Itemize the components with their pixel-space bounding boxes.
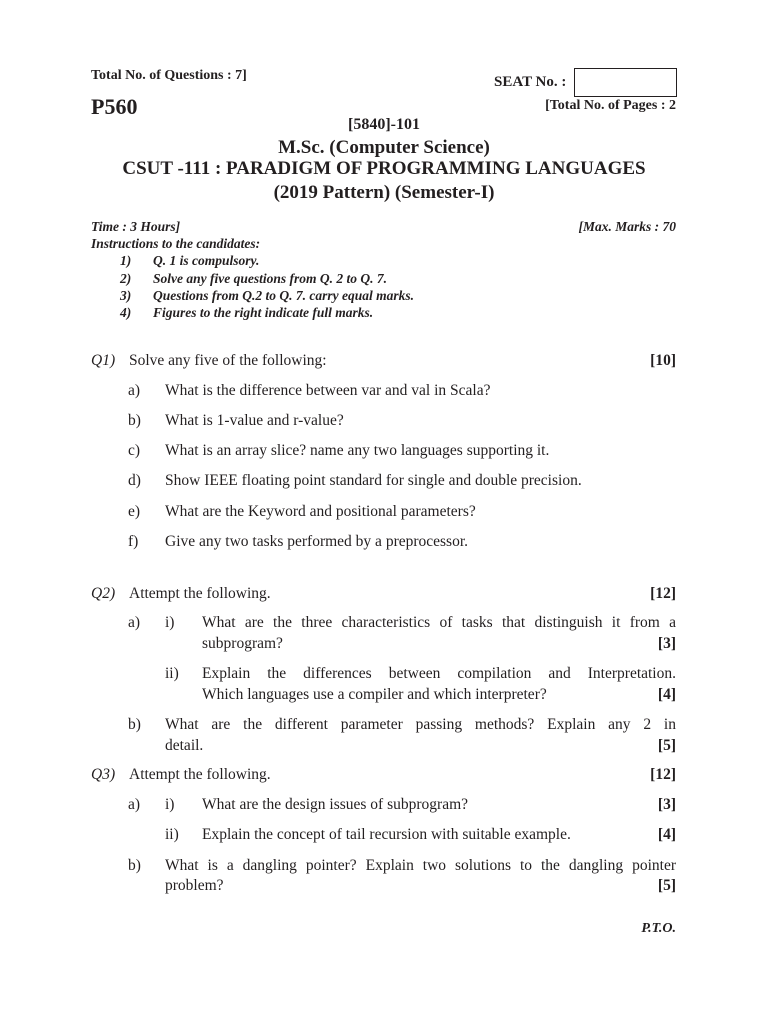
q1-item-label: c) [128, 442, 141, 459]
q1-item-text: Give any two tasks performed by a preprocessor. [165, 533, 469, 550]
seat-number-label: SEAT No. : [494, 74, 567, 90]
q1-item-text: What are the Keyword and positional parameters? [165, 503, 476, 520]
q2-a-i-marks: [3] [657, 635, 676, 652]
pattern-semester: (2019 Pattern) (Semester-I) [273, 182, 495, 203]
q2-part-b-label: b) [128, 716, 141, 733]
q3-a-ii-marks: [4] [657, 826, 676, 843]
q1-item-text: What is 1-value and r-value? [165, 412, 344, 429]
q2-a-ii-line1: Explain the differences between compilation and Interpretation. [202, 665, 676, 682]
instruction-text: Q. 1 is compulsory. [153, 253, 260, 268]
q2-b-line1: What are the different parameter passing methods? Explain any 2 in [165, 716, 676, 733]
q3-b-line1: What is a dangling pointer? Explain two solutions to the dangling pointer [165, 857, 676, 874]
q3-part-b-label: b) [128, 857, 141, 874]
q1-item-label: e) [128, 503, 141, 520]
q3-b-line2: problem? [165, 877, 224, 894]
q2-a-ii-marks: [4] [657, 686, 676, 703]
seat-number-box [574, 68, 677, 97]
please-turn-over: P.T.O. [641, 921, 676, 936]
exam-time: Time : 3 Hours] [91, 219, 181, 234]
total-questions: Total No. of Questions : 7] [91, 68, 247, 83]
q2-a-ii-label: ii) [165, 665, 179, 682]
instruction-text: Figures to the right indicate full marks. [153, 305, 374, 320]
paper-code: P560 [91, 94, 138, 119]
total-pages: [Total No. of Pages : 2 [545, 98, 676, 113]
question-1-marks: [10] [650, 352, 676, 369]
q2-b-line2: detail. [165, 737, 204, 754]
instruction-number: 1) [120, 253, 132, 268]
q2-a-i-line2: subprogram? [202, 635, 283, 652]
max-marks: [Max. Marks : 70 [578, 219, 676, 234]
question-2-text: Attempt the following. [129, 585, 271, 602]
instructions-heading: Instructions to the candidates: [91, 236, 261, 251]
question-1-number: Q1) [91, 352, 116, 369]
instruction-number: 4) [120, 305, 132, 320]
paper-title: CSUT -111 : PARADIGM OF PROGRAMMING LANGUAGES [122, 158, 646, 179]
question-2-marks: [12] [650, 585, 676, 602]
q1-item-text: Show IEEE floating point standard for single and double precision. [165, 472, 582, 489]
q3-part-a-label: a) [128, 796, 141, 813]
q2-a-i-label: i) [165, 614, 175, 631]
q2-b-marks: [5] [657, 737, 676, 754]
q1-item-text: What is the difference between var and val in Scala? [165, 382, 491, 399]
question-3-number: Q3) [91, 766, 116, 783]
q1-item-label: b) [128, 412, 141, 429]
instruction-text: Solve any five questions from Q. 2 to Q. 7. [153, 271, 387, 286]
q2-part-a-label: a) [128, 614, 141, 631]
q3-a-i-text: What are the design issues of subprogram? [202, 796, 469, 813]
q1-item-label: d) [128, 472, 141, 489]
q1-item-label: f) [128, 533, 139, 550]
q3-b-marks: [5] [657, 877, 676, 894]
q2-a-ii-line2: Which languages use a compiler and which interpreter? [202, 686, 547, 703]
q3-a-i-marks: [3] [657, 796, 676, 813]
q3-a-ii-text: Explain the concept of tail recursion with suitable example. [202, 826, 571, 843]
instruction-number: 2) [120, 271, 132, 286]
q3-a-ii-label: ii) [165, 826, 179, 843]
q2-a-i-line1: What are the three characteristics of tasks that distinguish it from a [202, 614, 676, 631]
question-1-text: Solve any five of the following: [129, 352, 327, 369]
course-title: M.Sc. (Computer Science) [278, 137, 490, 158]
instruction-text: Questions from Q.2 to Q. 7. carry equal marks. [153, 288, 415, 303]
exam-code: [5840]-101 [348, 116, 420, 133]
question-2-number: Q2) [91, 585, 116, 602]
q1-item-text: What is an array slice? name any two languages supporting it. [165, 442, 550, 459]
q1-item-label: a) [128, 382, 141, 399]
question-3-text: Attempt the following. [129, 766, 271, 783]
question-3-marks: [12] [650, 766, 676, 783]
instruction-number: 3) [120, 288, 132, 303]
q3-a-i-label: i) [165, 796, 175, 813]
